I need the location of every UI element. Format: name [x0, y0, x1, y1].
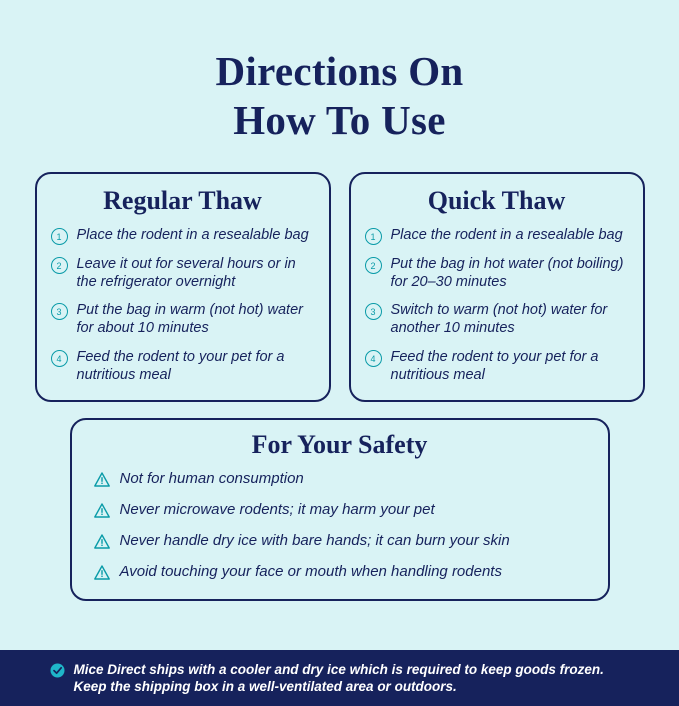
step-text: Feed the rodent to your pet for a nutritious meal	[390, 348, 599, 384]
step-number-badge: 4	[365, 350, 382, 367]
list-item	[365, 348, 629, 385]
regular-thaw-card	[35, 172, 331, 403]
step-number-badge: 2	[365, 257, 382, 274]
thaw-cards-row	[0, 172, 679, 403]
list-item	[365, 301, 629, 338]
list-item	[94, 532, 586, 550]
list-item	[365, 226, 629, 245]
step-text: Place the rodent in a resealable bag	[76, 226, 309, 243]
step-text: Put the bag in hot water (not boiling) for 20–30 minutes	[390, 255, 624, 290]
footer-text: Mice Direct ships with a cooler and dry ice which is required to keep goods frozen. Keep the shipping box in a well-ventilated area or outdoors.	[73, 661, 604, 695]
list-item	[51, 226, 315, 245]
page-title-line-2: How To Use	[233, 96, 446, 143]
safety-text: Not for human consumption	[119, 470, 304, 488]
regular-thaw-heading: Regular Thaw	[103, 185, 262, 215]
list-item	[51, 301, 315, 338]
list-item	[365, 255, 629, 292]
step-text: Place the rodent in a resealable bag	[390, 226, 623, 243]
safety-section	[0, 418, 679, 601]
directions-page	[0, 27, 679, 706]
step-number-badge: 3	[51, 303, 68, 320]
step-text: Feed the rodent to your pet for a nutritious meal	[76, 348, 285, 384]
quick-thaw-heading: Quick Thaw	[427, 185, 566, 215]
warning-icon	[94, 565, 110, 580]
warning-icon	[94, 534, 110, 549]
regular-thaw-steps	[51, 226, 315, 385]
list-item	[94, 563, 586, 581]
step-text: Leave it out for several hours or in the refrigerator overnight	[76, 255, 296, 290]
safety-heading: For Your Safety	[251, 430, 428, 460]
step-number-badge: 4	[51, 350, 68, 367]
list-item	[51, 348, 315, 385]
check-circle-icon	[50, 663, 65, 683]
step-number-badge: 2	[51, 257, 68, 274]
warning-icon	[94, 503, 110, 518]
safety-text: Never handle dry ice with bare hands; it can burn your skin	[119, 532, 510, 550]
footer-banner	[0, 650, 679, 706]
page-title	[0, 27, 679, 144]
page-title-line-1: Directions On	[215, 48, 464, 95]
step-text: Switch to warm (not hot) water for another 10 minutes	[390, 302, 608, 337]
list-item	[94, 470, 586, 488]
list-item	[51, 255, 315, 292]
step-number-badge: 3	[365, 303, 382, 320]
safety-card	[70, 418, 610, 601]
footer-content	[50, 661, 630, 696]
quick-thaw-steps	[365, 226, 629, 385]
quick-thaw-card	[349, 172, 645, 403]
step-number-badge: 1	[365, 228, 382, 245]
list-item	[94, 501, 586, 519]
safety-list	[94, 470, 586, 581]
safety-text: Avoid touching your face or mouth when handling rodents	[119, 563, 502, 581]
step-text: Put the bag in warm (not hot) water for about 10 minutes	[76, 302, 303, 337]
step-number-badge: 1	[51, 228, 68, 245]
safety-text: Never microwave rodents; it may harm your pet	[119, 501, 435, 519]
warning-icon	[94, 472, 110, 487]
